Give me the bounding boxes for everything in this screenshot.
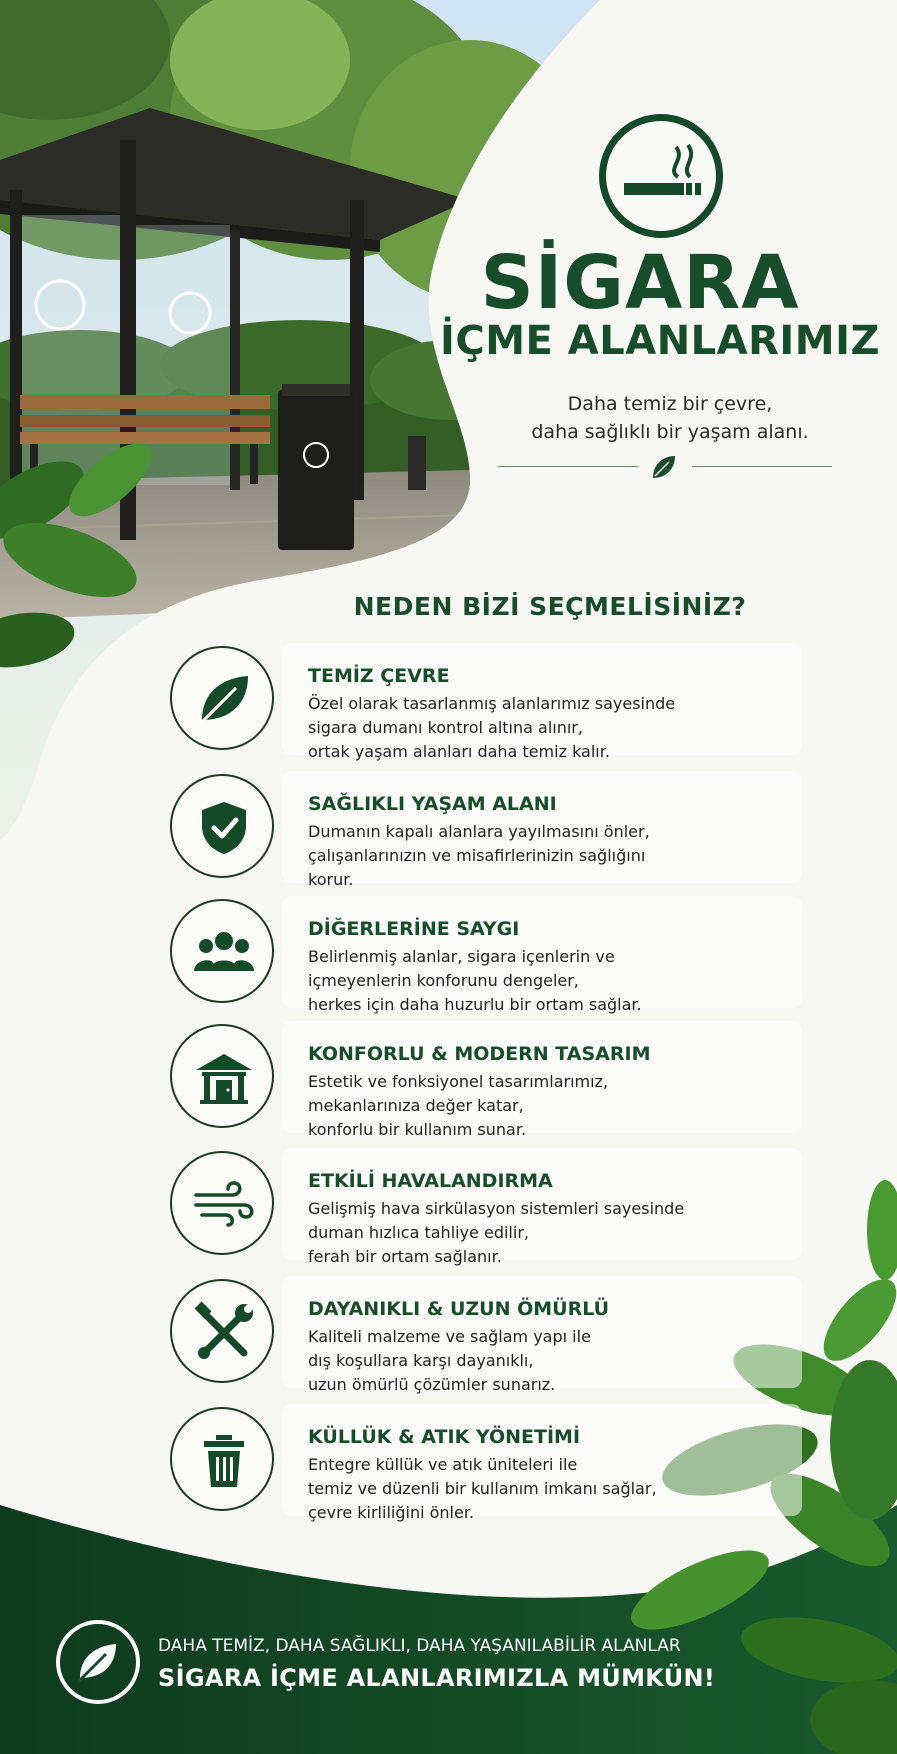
feature-line: dış koşullara karşı dayanıklı, xyxy=(308,1351,534,1370)
feature-line: uzun ömürlü çözümler sunarız. xyxy=(308,1375,556,1394)
divider-line-right xyxy=(692,466,832,467)
divider-line-left xyxy=(498,466,638,467)
subtitle-line2: daha sağlıklı bir yaşam alanı. xyxy=(531,421,809,443)
tools-icon xyxy=(192,1301,256,1365)
house-icon xyxy=(192,1046,256,1110)
feature-line: mekanlarınıza değer katar, xyxy=(308,1096,524,1115)
feature-icon-circle xyxy=(170,1407,274,1511)
feature-line: çalışanlarınızın ve misafirlerinizin sağlığını xyxy=(308,846,646,865)
feature-description xyxy=(308,945,642,1017)
leaf-divider-icon xyxy=(649,452,679,482)
feature-icon-circle xyxy=(170,1151,274,1255)
feature-line: herkes için daha huzurlu bir ortam sağlar. xyxy=(308,995,642,1014)
feature-item-clean-environment xyxy=(162,643,807,761)
feature-description xyxy=(308,692,675,764)
trash-icon xyxy=(192,1429,256,1493)
feature-line: çevre kirliliğini önler. xyxy=(308,1503,475,1522)
feature-line: sigara dumanı kontrol altına alınır, xyxy=(308,718,583,737)
footer-logo-circle xyxy=(56,1620,140,1704)
feature-line: konforlu bir kullanım sunar. xyxy=(308,1120,527,1139)
people-group-icon xyxy=(192,921,256,985)
feature-line: Kaliteli malzeme ve sağlam yapı ile xyxy=(308,1327,591,1346)
footer-headline: SİGARA İÇME ALANLARIMIZLA MÜMKÜN! xyxy=(158,1664,716,1692)
feature-icon-circle xyxy=(170,899,274,1003)
feature-description xyxy=(308,1325,591,1397)
subtitle xyxy=(470,390,870,446)
feature-line: Özel olarak tasarlanmış alanlarımız sayesinde xyxy=(308,694,676,713)
feature-title: DAYANIKLI & UZUN ÖMÜRLÜ xyxy=(308,1298,610,1320)
feature-line: Gelişmiş hava sirkülasyon sistemleri sayesinde xyxy=(308,1199,685,1218)
feature-item-respect xyxy=(162,896,807,1014)
feature-line: ferah bir ortam sağlanır. xyxy=(308,1247,502,1266)
feature-item-waste xyxy=(162,1404,807,1522)
feature-line: temiz ve düzenli bir kullanım imkanı sağlar, xyxy=(308,1479,657,1498)
feature-line: duman hızlıca tahliye edilir, xyxy=(308,1223,529,1242)
feature-title: DİĞERLERİNE SAYGI xyxy=(308,918,520,940)
feature-icon-circle xyxy=(170,1024,274,1128)
feature-line: Belirlenmiş alanlar, sigara içenlerin ve xyxy=(308,947,615,966)
subtitle-line1: Daha temiz bir çevre, xyxy=(567,393,773,415)
wind-icon xyxy=(192,1173,256,1237)
feature-description xyxy=(308,1070,608,1142)
feature-title: ETKİLİ HAVALANDIRMA xyxy=(308,1170,553,1192)
feature-title: KÜLLÜK & ATIK YÖNETİMİ xyxy=(308,1426,581,1448)
header-divider xyxy=(498,466,832,468)
feature-line: Entegre küllük ve atık üniteleri ile xyxy=(308,1455,578,1474)
feature-item-healthy-living xyxy=(162,771,807,889)
feature-line: Estetik ve fonksiyonel tasarımlarımız, xyxy=(308,1072,609,1091)
header-logo-circle xyxy=(599,114,723,238)
section-title: NEDEN BİZİ SEÇMELİSİNİZ? xyxy=(353,592,747,621)
feature-title: SAĞLIKLI YAŞAM ALANI xyxy=(308,793,557,815)
feature-item-ventilation xyxy=(162,1148,807,1266)
feature-title: TEMİZ ÇEVRE xyxy=(308,665,450,687)
feature-item-modern-design xyxy=(162,1021,807,1139)
shield-check-icon xyxy=(192,796,256,860)
feature-icon-circle xyxy=(170,774,274,878)
footer-tagline: DAHA TEMİZ, DAHA SAĞLIKLI, DAHA YAŞANILABİLİR ALANLAR xyxy=(158,1636,681,1656)
leaf-icon xyxy=(74,1638,122,1686)
feature-description xyxy=(308,820,650,892)
leaf-icon xyxy=(192,668,256,732)
page-title: SİGARA xyxy=(480,240,800,326)
feature-description xyxy=(308,1453,657,1525)
feature-description xyxy=(308,1197,684,1269)
feature-line: ortak yaşam alanları daha temiz kalır. xyxy=(308,742,610,761)
page-title-line2: İÇME ALANLARIMIZ xyxy=(440,318,880,364)
feature-item-durable xyxy=(162,1276,807,1394)
feature-line: içmeyenlerin konforunu dengeler, xyxy=(308,971,579,990)
feature-line: Dumanın kapalı alanlara yayılmasını önler, xyxy=(308,822,650,841)
feature-title: KONFORLU & MODERN TASARIM xyxy=(308,1043,651,1065)
feature-icon-circle xyxy=(170,646,274,750)
feature-icon-circle xyxy=(170,1279,274,1383)
cigarette-icon xyxy=(618,133,704,219)
feature-line: korur. xyxy=(308,870,354,889)
